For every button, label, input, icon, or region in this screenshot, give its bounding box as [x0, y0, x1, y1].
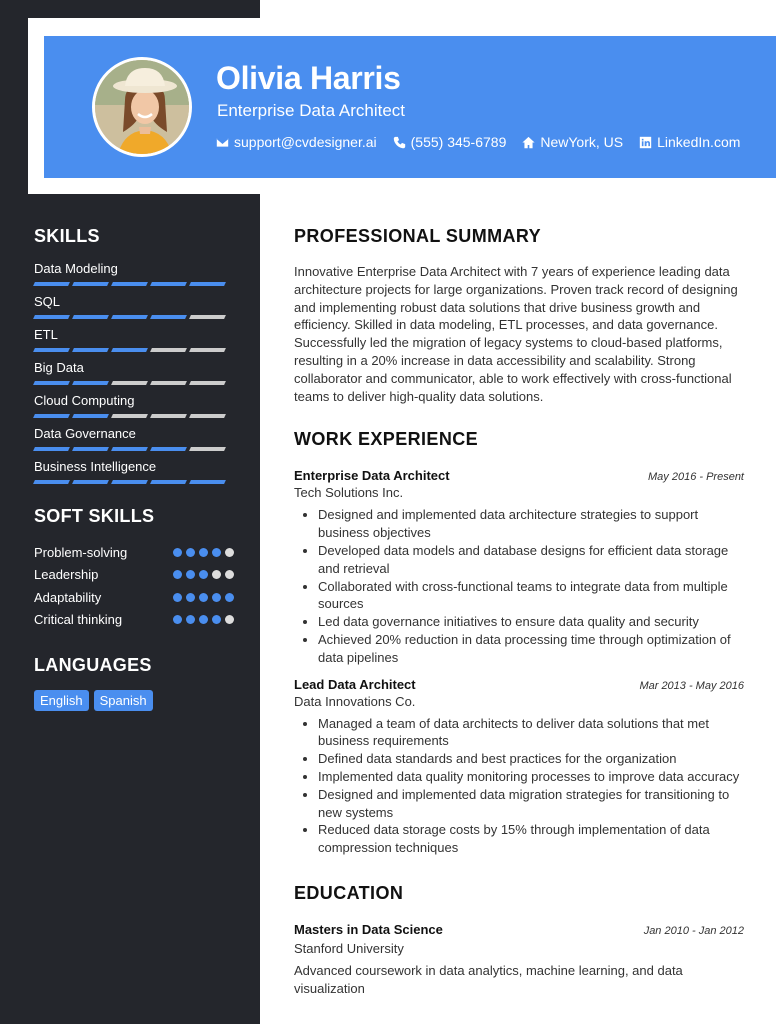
skill-item	[34, 459, 234, 484]
job-entry	[294, 677, 744, 857]
home-icon	[522, 136, 535, 149]
language-badge: English	[34, 690, 89, 711]
skill-level-segment	[189, 348, 226, 352]
contact-email-text: support@cvdesigner.ai	[234, 134, 377, 150]
skill-level-segment	[111, 315, 148, 319]
skill-level-segment	[111, 447, 148, 451]
job-entry	[294, 468, 744, 666]
education-text: Advanced coursework in data analytics, machine learning, and data visualization	[294, 962, 683, 996]
skill-level-segment	[72, 381, 109, 385]
skill-level-segment	[33, 315, 70, 319]
soft-skill-rating	[173, 548, 234, 557]
soft-skills-list	[34, 541, 234, 631]
soft-skill-rating	[173, 615, 234, 624]
soft-skill-item	[34, 541, 234, 564]
skill-name: Business Intelligence	[34, 459, 157, 474]
education-school: Stanford University	[294, 940, 404, 956]
job-bullet: • Defined data standards and best practices for the organization	[318, 750, 744, 768]
job-bullet: • Managed a team of data architects to deliver data solutions that met business requirements	[318, 715, 744, 751]
skill-level-segment	[33, 480, 70, 484]
skill-level-segment	[189, 315, 226, 319]
skill-level-segment	[189, 381, 226, 385]
contact-location-text: NewYork, US	[540, 134, 624, 150]
candidate-role: Enterprise Data Architect	[217, 101, 406, 120]
job-bullet: • Implemented data quality monitoring processes to improve data accuracy	[318, 768, 744, 786]
job-bullets	[294, 506, 744, 666]
skill-level-bar	[34, 315, 234, 319]
education-head	[294, 922, 744, 937]
skill-level-segment	[150, 282, 187, 286]
contact-linkedin-text: LinkedIn.com	[657, 134, 741, 150]
rating-dot	[199, 570, 208, 579]
job-head	[294, 468, 744, 483]
skill-level-segment	[189, 480, 226, 484]
education-entry	[294, 922, 744, 998]
skill-name: Cloud Computing	[34, 393, 135, 408]
skill-level-segment	[72, 348, 109, 352]
education-title: EDUCATION	[294, 882, 404, 903]
job-head	[294, 677, 744, 692]
rating-dot	[225, 593, 234, 602]
skill-level-segment	[33, 282, 70, 286]
skill-level-segment	[111, 414, 148, 418]
rating-dot	[212, 570, 221, 579]
envelope-icon	[216, 136, 229, 149]
skill-name: Data Modeling	[34, 261, 118, 276]
skill-item	[34, 393, 234, 418]
job-date: Mar 2013 - May 2016	[639, 679, 744, 692]
experience-list	[294, 468, 744, 857]
rating-dot	[186, 548, 195, 557]
skill-level-segment	[72, 414, 109, 418]
experience-title: WORK EXPERIENCE	[294, 429, 479, 450]
skill-level-segment	[33, 348, 70, 352]
job-bullet: • Developed data models and database designs for efficient data storage and retrieval	[318, 542, 744, 578]
skill-level-bar	[34, 480, 234, 484]
phone-icon	[393, 136, 406, 149]
rating-dot	[225, 570, 234, 579]
rating-dot	[212, 593, 221, 602]
skill-level-segment	[189, 414, 226, 418]
job-date: May 2016 - Present	[648, 471, 744, 484]
skill-level-segment	[72, 282, 109, 286]
skill-level-segment	[150, 447, 187, 451]
linkedin-icon	[639, 136, 652, 149]
sidebar-content	[34, 226, 234, 711]
job-bullet: • Collaborated with cross-functional teams to integrate data from multiple sources	[318, 578, 744, 614]
main-content	[294, 226, 744, 998]
job-bullets	[294, 715, 744, 857]
skill-level-segment	[150, 414, 187, 418]
skill-level-segment	[33, 447, 70, 451]
contact-phone[interactable]	[393, 134, 507, 150]
soft-skill-rating	[173, 570, 234, 579]
rating-dot	[173, 615, 182, 624]
skill-level-segment	[33, 381, 70, 385]
skill-level-segment	[72, 480, 109, 484]
rating-dot	[225, 548, 234, 557]
job-company: Tech Solutions Inc.	[294, 485, 404, 501]
soft-skill-item	[34, 586, 234, 609]
skill-level-segment	[189, 447, 226, 451]
job-title: Enterprise Data Architect	[294, 468, 450, 484]
skills-list	[34, 261, 234, 484]
soft-skill-name: Adaptability	[34, 589, 102, 605]
skill-level-bar	[34, 348, 234, 352]
soft-skill-name: Critical thinking	[34, 612, 123, 628]
skill-name: SQL	[34, 294, 61, 309]
job-bullet: • Led data governance initiatives to ensure data quality and security	[318, 613, 744, 631]
rating-dot	[173, 570, 182, 579]
rating-dot	[199, 548, 208, 557]
skill-level-segment	[189, 282, 226, 286]
soft-skill-item	[34, 564, 234, 587]
skill-level-segment	[111, 381, 148, 385]
languages-list	[34, 690, 234, 711]
languages-title: LANGUAGES	[34, 655, 152, 675]
skill-name: Data Governance	[34, 426, 136, 441]
language-badge: Spanish	[94, 690, 153, 711]
soft-skill-name: Leadership	[34, 567, 99, 583]
soft-skills-title: SOFT SKILLS	[34, 506, 155, 526]
education-degree: Masters in Data Science	[294, 921, 443, 937]
rating-dot	[173, 593, 182, 602]
rating-dot	[212, 615, 221, 624]
candidate-name: Olivia Harris	[216, 60, 401, 96]
skill-item	[34, 261, 234, 286]
rating-dot	[212, 548, 221, 557]
rating-dot	[225, 615, 234, 624]
skill-name: Big Data	[34, 360, 84, 375]
contact-location	[522, 134, 623, 150]
skill-level-bar	[34, 381, 234, 385]
skill-level-segment	[150, 315, 187, 319]
skill-level-segment	[72, 447, 109, 451]
job-title: Lead Data Architect	[294, 676, 416, 692]
rating-dot	[199, 593, 208, 602]
soft-skill-name: Problem-solving	[34, 544, 128, 560]
skill-item	[34, 426, 234, 451]
summary-title: PROFESSIONAL SUMMARY	[294, 226, 542, 246]
skill-item	[34, 360, 234, 385]
skill-level-segment	[33, 414, 70, 418]
contact-email[interactable]	[216, 134, 377, 150]
contact-linkedin[interactable]	[639, 134, 740, 150]
skill-level-segment	[111, 480, 148, 484]
soft-skill-item	[34, 609, 234, 632]
skill-level-bar	[34, 282, 234, 286]
skills-title: SKILLS	[34, 226, 100, 246]
contact-phone-text: (555) 345-6789	[410, 134, 507, 150]
job-bullet: • Reduced data storage costs by 15% through implementation of data compression techniques	[318, 821, 744, 857]
contact-list	[216, 134, 740, 150]
skill-name: ETL	[34, 327, 58, 342]
avatar	[92, 57, 192, 157]
rating-dot	[186, 615, 195, 624]
skill-level-segment	[111, 348, 148, 352]
job-bullet: • Designed and implemented data migration strategies for transitioning to new systems	[318, 786, 744, 822]
job-company: Data Innovations Co.	[294, 693, 416, 709]
skill-item	[34, 294, 234, 319]
job-bullet: • Designed and implemented data architecture strategies to support business objectives	[318, 506, 744, 542]
soft-skill-rating	[173, 593, 234, 602]
skill-level-segment	[111, 282, 148, 286]
skill-level-segment	[150, 381, 187, 385]
summary-text: Innovative Enterprise Data Architect with 7 years of experience leading data architecture projects for large organizations. Proven track record of designing and implementing robust data solutions that drive business growth and efficiency. Skilled in data modeling, ETL processes, and data governance. Successfully led the migration of legacy systems to cloud-based platforms, resulting in a 20% increase in data accessibility and scalability. Strong collaborator and communicator, able to work effectively with cross-functional teams to deliver high-quality data solutions.	[294, 264, 738, 404]
rating-dot	[186, 593, 195, 602]
education-date: Jan 2010 - Jan 2012	[643, 924, 744, 937]
skill-item	[34, 327, 234, 352]
skill-level-bar	[34, 447, 234, 451]
job-bullet: • Achieved 20% reduction in data processing time through optimization of data pipelines	[318, 631, 744, 667]
skill-level-bar	[34, 414, 234, 418]
skill-level-segment	[150, 348, 187, 352]
skill-level-segment	[72, 315, 109, 319]
skill-level-segment	[150, 480, 187, 484]
rating-dot	[186, 570, 195, 579]
rating-dot	[173, 548, 182, 557]
rating-dot	[199, 615, 208, 624]
